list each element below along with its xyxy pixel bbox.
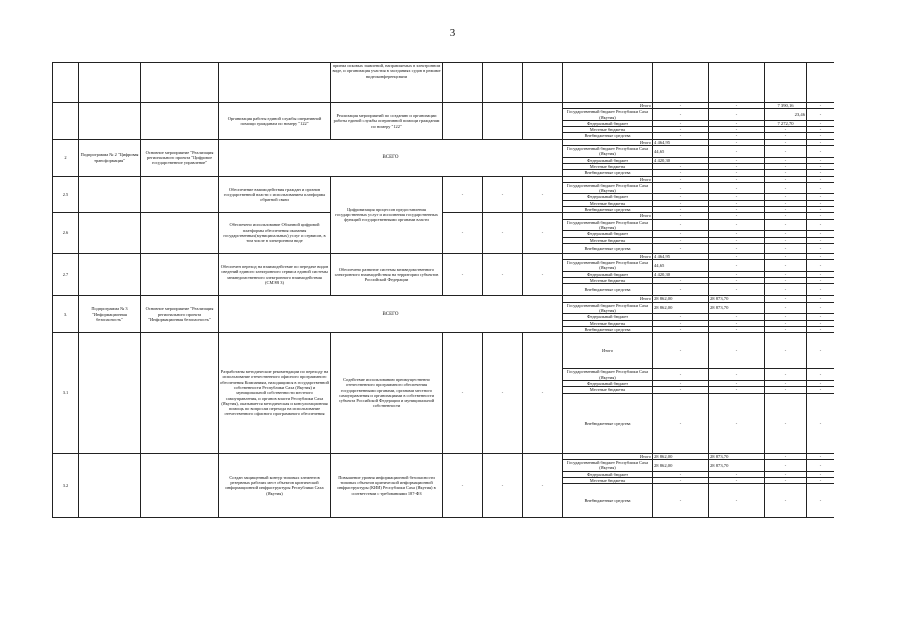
- fin-label: Местные бюджеты: [563, 387, 653, 393]
- event-description: приема исковых заявлений, направляемых в электронном виде, и организация участия в заседаниях судов в режиме видеоконференцсвязи: [331, 63, 443, 103]
- table-cell: -: [443, 453, 483, 517]
- table-cell: -: [653, 219, 709, 231]
- table-cell: -: [709, 213, 765, 219]
- table-cell: -: [807, 459, 835, 471]
- table-cell: -: [709, 278, 765, 284]
- table-cell: -: [765, 127, 807, 133]
- table-cell: [141, 103, 219, 140]
- table-cell: -: [765, 453, 807, 459]
- table-cell: -: [709, 477, 765, 483]
- table-cell: -: [807, 194, 835, 200]
- measure-cell: Организация работы единой службы оперативной помощи гражданам по номеру "122": [219, 103, 331, 140]
- table-cell: -: [653, 109, 709, 121]
- table-cell: -: [653, 231, 709, 237]
- table-cell: -: [807, 278, 835, 284]
- fin-label: Итого: [563, 253, 653, 259]
- table-cell: [141, 176, 219, 213]
- table-cell: -: [807, 219, 835, 231]
- table-row: [53, 296, 835, 302]
- table-cell: -: [653, 387, 709, 393]
- fin-label: Федеральный бюджет: [563, 194, 653, 200]
- table-cell: -: [653, 120, 709, 126]
- fin-label: Итого: [563, 139, 653, 145]
- amount: 44,65: [653, 146, 709, 158]
- table-cell: -: [709, 120, 765, 126]
- table-cell: -: [765, 194, 807, 200]
- table-cell: [79, 253, 141, 295]
- table-cell: [765, 63, 807, 103]
- fin-label: Внебюджетные средства: [563, 484, 653, 518]
- table-cell: [79, 176, 141, 213]
- fin-label: Местные бюджеты: [563, 477, 653, 483]
- table-cell: -: [523, 253, 563, 295]
- fin-label: Государственный бюджет Республики Саха (Якутия): [563, 302, 653, 314]
- table-row: [53, 333, 835, 369]
- amount: 7 272,70: [765, 120, 807, 126]
- amount: 28 862,00: [653, 453, 709, 459]
- table-cell: -: [765, 477, 807, 483]
- result-cell: Повышение уровня информационной безопасности типовых объектов критической информационной инфраструктуры (КИИ) Республики Саха (Якутия) в соответствии с требованиями 187-ФЗ: [331, 453, 443, 517]
- table-cell: -: [709, 182, 765, 194]
- subprogram-cell: Подпрограмма № 2 "Цифровая трансформация": [79, 139, 141, 176]
- table-cell: -: [653, 243, 709, 253]
- fin-label: Внебюджетные средства: [563, 393, 653, 453]
- table-cell: -: [443, 333, 483, 454]
- fin-label: Государственный бюджет Республики Саха (Якутия): [563, 369, 653, 381]
- table-cell: -: [765, 278, 807, 284]
- table-cell: -: [523, 213, 563, 253]
- table-cell: -: [765, 176, 807, 182]
- table-cell: -: [523, 176, 563, 213]
- fin-label: Итого: [563, 176, 653, 182]
- table-cell: -: [523, 333, 563, 454]
- table-cell: -: [765, 146, 807, 158]
- table-cell: -: [807, 243, 835, 253]
- table-cell: -: [523, 453, 563, 517]
- table-cell: [653, 63, 709, 103]
- fin-label: Итого: [563, 333, 653, 369]
- table-cell: [219, 63, 331, 103]
- table-cell: [79, 213, 141, 253]
- table-cell: [141, 333, 219, 454]
- amount: 28 873,70: [709, 453, 765, 459]
- fin-label: Внебюджетные средства: [563, 284, 653, 296]
- table-cell: -: [807, 207, 835, 213]
- table-cell: [807, 63, 835, 103]
- table-cell: -: [653, 133, 709, 139]
- fin-label: Федеральный бюджет: [563, 157, 653, 163]
- table-cell: -: [443, 176, 483, 213]
- subprogram-cell: Подпрограмма № 3 "Информационная безопасность": [79, 296, 141, 333]
- table-cell: -: [709, 200, 765, 206]
- table-cell: -: [653, 163, 709, 169]
- table-cell: -: [653, 207, 709, 213]
- table-cell: -: [653, 381, 709, 387]
- table-cell: -: [807, 314, 835, 320]
- table-cell: [79, 453, 141, 517]
- fin-label: Внебюджетные средства: [563, 207, 653, 213]
- program-table: [52, 62, 834, 518]
- table-cell: [443, 63, 483, 103]
- fin-label: Итого: [563, 213, 653, 219]
- table-cell: -: [653, 182, 709, 194]
- table-row: [53, 63, 835, 103]
- amount: 4 464,95: [653, 139, 709, 145]
- table-cell: -: [765, 157, 807, 163]
- table-row: [53, 453, 835, 459]
- amount: 7 390,16: [765, 103, 807, 109]
- table-cell: [563, 63, 653, 103]
- table-cell: -: [807, 387, 835, 393]
- amount: 28 873,70: [709, 459, 765, 471]
- measure-cell: Обеспечено использование Облачной цифровой платформы обеспечения оказания государственных(муниципальных) услуг и сервисов, в том числе в электронном виде: [219, 213, 331, 253]
- fin-label: Федеральный бюджет: [563, 381, 653, 387]
- fin-label: Государственный бюджет Республики Саха (Якутия): [563, 260, 653, 272]
- table-cell: -: [765, 296, 807, 302]
- table-cell: -: [765, 459, 807, 471]
- table-cell: -: [807, 271, 835, 277]
- row-number: 2.7: [53, 253, 79, 295]
- fin-label: Итого: [563, 103, 653, 109]
- table-cell: -: [765, 320, 807, 326]
- table-cell: -: [653, 237, 709, 243]
- table-cell: -: [709, 243, 765, 253]
- table-cell: -: [653, 103, 709, 109]
- table-cell: -: [807, 393, 835, 453]
- table-cell: -: [653, 326, 709, 332]
- fin-label: Федеральный бюджет: [563, 231, 653, 237]
- amount: 28 873,70: [709, 296, 765, 302]
- fin-label: Государственный бюджет Республики Саха (Якутия): [563, 146, 653, 158]
- table-cell: -: [653, 284, 709, 296]
- table-cell: -: [807, 109, 835, 121]
- row-number: 2: [53, 139, 79, 176]
- table-cell: -: [807, 326, 835, 332]
- table-cell: -: [765, 253, 807, 259]
- table-cell: -: [765, 139, 807, 145]
- table-cell: -: [807, 381, 835, 387]
- table-cell: -: [765, 381, 807, 387]
- fin-label: Федеральный бюджет: [563, 314, 653, 320]
- table-cell: -: [653, 176, 709, 182]
- table-cell: -: [807, 237, 835, 243]
- table-cell: -: [765, 133, 807, 139]
- table-cell: -: [807, 139, 835, 145]
- table-cell: -: [765, 333, 807, 369]
- amount: 28 862,00: [653, 296, 709, 302]
- table-cell: -: [709, 176, 765, 182]
- table-cell: [141, 213, 219, 253]
- fin-label: Государственный бюджет Республики Саха (Якутия): [563, 219, 653, 231]
- table-cell: -: [709, 381, 765, 387]
- amount: 4 420,30: [653, 157, 709, 163]
- table-cell: -: [807, 200, 835, 206]
- fin-label: Итого: [563, 296, 653, 302]
- table-cell: [483, 103, 523, 140]
- table-cell: -: [653, 213, 709, 219]
- table-cell: [79, 63, 141, 103]
- table-cell: [141, 453, 219, 517]
- table-cell: -: [653, 393, 709, 453]
- table-cell: [523, 63, 563, 103]
- table-cell: -: [765, 237, 807, 243]
- table-cell: -: [765, 213, 807, 219]
- fin-label: Внебюджетные средства: [563, 243, 653, 253]
- table-cell: -: [483, 213, 523, 253]
- table-cell: -: [483, 333, 523, 454]
- fin-label: Государственный бюджет Республики Саха (Якутия): [563, 109, 653, 121]
- table-cell: -: [653, 369, 709, 381]
- table-cell: -: [709, 231, 765, 237]
- table-cell: -: [709, 484, 765, 518]
- table-cell: -: [653, 333, 709, 369]
- table-cell: -: [709, 333, 765, 369]
- table-cell: -: [807, 453, 835, 459]
- amount: 28 873,70: [709, 302, 765, 314]
- result-cell: Содействие использованию преимущественно отечественного программного обеспечения государственными органами, органами местного самоуправления и организациями в собственности субъекта Российской Федерации и муниципальной собственности: [331, 333, 443, 454]
- table-cell: -: [709, 170, 765, 176]
- table-cell: -: [709, 163, 765, 169]
- table-cell: -: [807, 231, 835, 237]
- table-cell: -: [709, 314, 765, 320]
- table-cell: -: [765, 243, 807, 253]
- table-cell: -: [709, 471, 765, 477]
- fin-label: Внебюджетные средства: [563, 326, 653, 332]
- table-cell: -: [653, 194, 709, 200]
- main-event-cell: Основное мероприятие "Реализация регионального проекта "Цифровое государственное управление": [141, 139, 219, 176]
- table-cell: -: [483, 253, 523, 295]
- table-cell: -: [807, 484, 835, 518]
- measure-cell: Обеспечение взаимодействия граждан и органов государственной власти с использованием платформы обратной связи: [219, 176, 331, 213]
- fin-label: Внебюджетные средства: [563, 170, 653, 176]
- page-number: 3: [449, 27, 456, 39]
- table-cell: -: [765, 182, 807, 194]
- table-cell: -: [709, 207, 765, 213]
- table-cell: -: [709, 139, 765, 145]
- measure-cell: Обеспечен переход на взаимодействие по передаче видов сведений единого электронного сервиса единой системы межведомственного электронного взаимодействия (СМЭВ 3): [219, 253, 331, 295]
- table-cell: -: [709, 127, 765, 133]
- table-cell: -: [807, 176, 835, 182]
- table-cell: -: [765, 302, 807, 314]
- table-cell: [53, 63, 79, 103]
- amount: 44,65: [653, 260, 709, 272]
- table-cell: -: [807, 146, 835, 158]
- table-cell: [53, 103, 79, 140]
- table-cell: -: [653, 484, 709, 518]
- table-cell: -: [765, 207, 807, 213]
- table-cell: -: [765, 314, 807, 320]
- table-cell: -: [807, 157, 835, 163]
- table-cell: -: [807, 320, 835, 326]
- table-cell: -: [807, 163, 835, 169]
- fin-label: Местные бюджеты: [563, 200, 653, 206]
- table-cell: [483, 63, 523, 103]
- table-cell: [709, 63, 765, 103]
- table-cell: -: [807, 127, 835, 133]
- table-cell: -: [807, 213, 835, 219]
- table-cell: -: [807, 477, 835, 483]
- table-cell: -: [483, 176, 523, 213]
- table-cell: -: [709, 157, 765, 163]
- fin-label: Внебюджетные средства: [563, 133, 653, 139]
- fin-label: Итого: [563, 453, 653, 459]
- total-label: ВСЕГО: [219, 139, 563, 176]
- table-cell: -: [765, 271, 807, 277]
- table-cell: -: [653, 170, 709, 176]
- table-cell: -: [807, 369, 835, 381]
- table-cell: -: [653, 127, 709, 133]
- amount: 23,46: [765, 109, 807, 121]
- fin-label: Федеральный бюджет: [563, 120, 653, 126]
- table-cell: -: [709, 260, 765, 272]
- table-cell: -: [807, 471, 835, 477]
- table-cell: [79, 333, 141, 454]
- fin-label: Местные бюджеты: [563, 237, 653, 243]
- table-cell: -: [807, 170, 835, 176]
- table-cell: [141, 63, 219, 103]
- table-cell: -: [709, 387, 765, 393]
- table-cell: -: [765, 369, 807, 381]
- table-cell: -: [709, 103, 765, 109]
- amount: 28 862,00: [653, 302, 709, 314]
- table-cell: -: [709, 326, 765, 332]
- table-cell: -: [765, 219, 807, 231]
- table-cell: -: [653, 477, 709, 483]
- table-cell: -: [443, 253, 483, 295]
- fin-label: Государственный бюджет Республики Саха (Якутия): [563, 459, 653, 471]
- table-cell: -: [807, 333, 835, 369]
- row-number: 3.2: [53, 453, 79, 517]
- total-label: ВСЕГО: [219, 296, 563, 333]
- table-cell: -: [709, 237, 765, 243]
- fin-label: Федеральный бюджет: [563, 471, 653, 477]
- table-cell: -: [765, 326, 807, 332]
- table-cell: [443, 103, 483, 140]
- row-number: 2.5: [53, 176, 79, 213]
- table-cell: -: [443, 213, 483, 253]
- table-cell: -: [709, 219, 765, 231]
- table-cell: [523, 103, 563, 140]
- table-cell: -: [807, 120, 835, 126]
- table-cell: -: [709, 109, 765, 121]
- table-cell: -: [807, 296, 835, 302]
- table-cell: -: [807, 260, 835, 272]
- table-cell: -: [765, 170, 807, 176]
- row-number: 3.: [53, 296, 79, 333]
- table-cell: -: [709, 253, 765, 259]
- table-cell: [79, 103, 141, 140]
- table-cell: -: [807, 302, 835, 314]
- program-table-wrapper: [52, 62, 834, 602]
- table-cell: -: [807, 133, 835, 139]
- table-cell: -: [765, 484, 807, 518]
- table-cell: -: [653, 314, 709, 320]
- amount: 4 464,95: [653, 253, 709, 259]
- table-cell: -: [653, 200, 709, 206]
- result-cell: Цифровизация процессов предоставления государственных услуг и исполнения государственных функций государственными органами власти: [331, 176, 443, 253]
- table-cell: -: [765, 393, 807, 453]
- table-cell: -: [709, 271, 765, 277]
- table-cell: -: [653, 471, 709, 477]
- amount: 4 420,30: [653, 271, 709, 277]
- table-cell: -: [653, 278, 709, 284]
- table-cell: -: [709, 194, 765, 200]
- fin-label: Местные бюджеты: [563, 320, 653, 326]
- table-cell: -: [807, 182, 835, 194]
- amount: 28 862,00: [653, 459, 709, 471]
- table-cell: -: [765, 200, 807, 206]
- table-cell: -: [807, 253, 835, 259]
- table-cell: -: [765, 284, 807, 296]
- table-cell: -: [709, 369, 765, 381]
- table-cell: -: [765, 471, 807, 477]
- fin-label: Местные бюджеты: [563, 163, 653, 169]
- table-cell: -: [709, 133, 765, 139]
- table-cell: -: [709, 284, 765, 296]
- fin-label: Местные бюджеты: [563, 278, 653, 284]
- table-cell: -: [807, 103, 835, 109]
- table-cell: -: [765, 231, 807, 237]
- table-cell: -: [709, 320, 765, 326]
- table-cell: -: [765, 260, 807, 272]
- fin-label: Федеральный бюджет: [563, 271, 653, 277]
- table-cell: -: [709, 393, 765, 453]
- measure-cell: Создан защищенный контур типовых элементов резервных рабочих мест объектов критической информационной инфраструктуры Республики Саха (Якутия): [219, 453, 331, 517]
- fin-label: Местные бюджеты: [563, 127, 653, 133]
- table-cell: -: [765, 163, 807, 169]
- main-event-cell: Основное мероприятие "Реализация регионального проекта "Информационная безопасность": [141, 296, 219, 333]
- measure-cell: Разработаны методические рекомендации по переходу на использование отечественного офисного программного обеспечения Компаниям, находящимся в государственной собственности Республики Саха (Якутия) и муниципальной собственности местного самоуправления, и органов власти Республики Саха (Якутия), оказывается методическая и консультационная помощь по вопросам перехода на использование отечественного офисного программного обеспечения: [219, 333, 331, 454]
- table-cell: -: [483, 453, 523, 517]
- result-cell: Реализация мероприятий по созданию и организации работы единой службы оперативной помощи гражданам по номеру "122": [331, 103, 443, 140]
- row-number: 3.1: [53, 333, 79, 454]
- table-cell: -: [653, 320, 709, 326]
- table-cell: [141, 253, 219, 295]
- result-cell: Обеспечено развитие системы межведомственного электронного взаимодействия на территории субъектов Российской Федерации: [331, 253, 443, 295]
- table-cell: -: [765, 387, 807, 393]
- table-cell: -: [807, 284, 835, 296]
- table-cell: -: [709, 146, 765, 158]
- fin-label: Государственный бюджет Республики Саха (Якутия): [563, 182, 653, 194]
- row-number: 2.6: [53, 213, 79, 253]
